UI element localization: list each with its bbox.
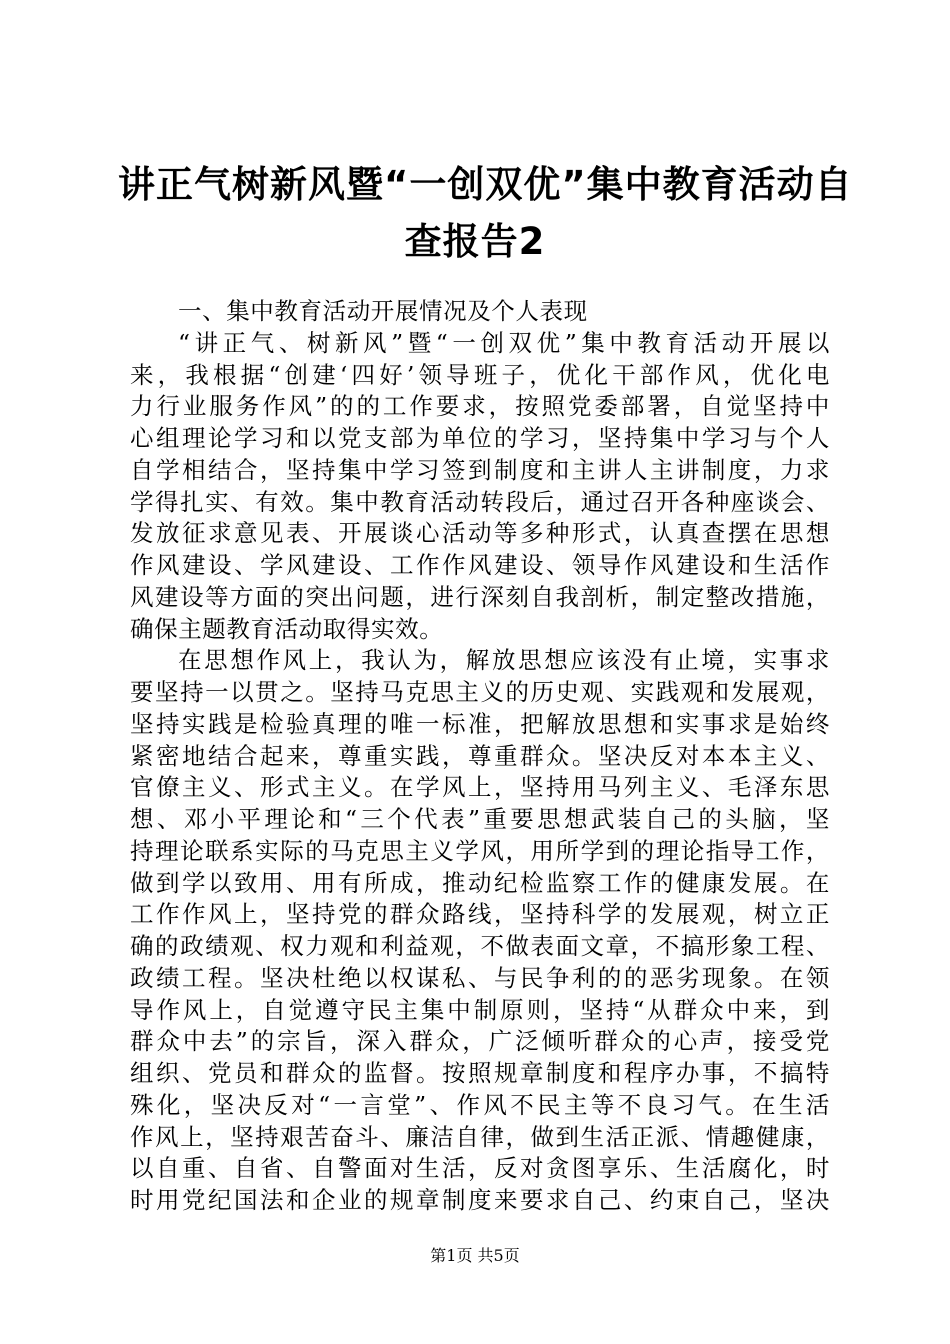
paragraph-line: 群众中去”的宗旨，深入群众，广泛倾听群众的心声，接受党	[130, 1027, 830, 1056]
paragraph-line: 确的政绩观、权力观和利益观，不做表面文章，不搞形象工程、	[130, 932, 830, 960]
section-heading: 一、集中教育活动开展情况及个人表现	[178, 297, 588, 325]
paragraph-line: 以自重、自省、自警面对生活，反对贪图享乐、生活腐化，时	[130, 1154, 830, 1183]
paragraph-line: 自学相结合，坚持集中学习签到制度和主讲人主讲制度，力求	[130, 455, 830, 484]
paragraph-line: 风建设等方面的突出问题，进行深刻自我剖析，制定整改措施，	[130, 582, 830, 611]
paragraph-line: 作风建设、学风建设、工作作风建设、领导作风建设和生活作	[130, 551, 830, 579]
paragraph-line: 紧密地结合起来，尊重实践，尊重群众。坚决反对本本主义、	[130, 741, 830, 770]
document-title	[118, 156, 853, 270]
paragraph-line: 发放征求意见表、开展谈心活动等多种形式，认真查摆在思想	[130, 519, 830, 548]
paragraph-line: 想、邓小平理论和“三个代表”重要思想武装自己的头脑，坚	[130, 805, 830, 833]
paragraph-line: 持理论联系实际的马克思主义学风，用所学到的理论指导工作，	[130, 836, 830, 865]
paragraph-line: 来，我根据“创建‘四好’领导班子，优化干部作风，优化电	[130, 360, 830, 389]
paragraph-line: 组织、党员和群众的监督。按照规章制度和程序办事，不搞特	[130, 1059, 830, 1087]
paragraph-line: 坚持实践是检验真理的唯一标准，把解放思想和实事求是始终	[130, 709, 830, 738]
paragraph-line: 学得扎实、有效。集中教育活动转段后，通过召开各种座谈会、	[130, 487, 830, 516]
paragraph-line: 导作风上，自觉遵守民主集中制原则，坚持“从群众中来，到	[130, 995, 830, 1024]
paragraph-line: 时用党纪国法和企业的规章制度来要求自己、约束自己，坚决	[130, 1186, 830, 1214]
paragraph-line: 确保主题教育活动取得实效。	[130, 614, 444, 643]
page-footer: 第1页 共5页	[430, 1246, 520, 1265]
paragraph-line: 心组理论学习和以党支部为单位的学习，坚持集中学习与个人	[130, 424, 830, 452]
paragraph-line: 工作作风上，坚持党的群众路线，坚持科学的发展观，树立正	[130, 900, 830, 929]
paragraph-line: 殊化，坚决反对“一言堂”、作风不民主等不良习气。在生活	[130, 1090, 830, 1119]
paragraph-line: “讲正气、树新风”暨“一创双优”集中教育活动开展以	[178, 328, 830, 357]
paragraph-line: 作风上，坚持艰苦奋斗、廉洁自律，做到生活正派、情趣健康，	[130, 1122, 830, 1151]
title-line: 查报告2	[404, 220, 546, 263]
title-line: 讲正气树新风暨“一创双优”集中教育活动自	[118, 163, 853, 206]
document-body	[130, 296, 830, 1217]
paragraph-line: 力行业服务作风”的的工作要求，按照党委部署，自觉坚持中	[130, 392, 830, 421]
paragraph-line: 要坚持一以贯之。坚持马克思主义的历史观、实践观和发展观，	[130, 678, 830, 706]
paragraph-line: 做到学以致用、用有所成，推动纪检监察工作的健康发展。在	[130, 868, 830, 897]
paragraph-line: 在思想作风上，我认为，解放思想应该没有止境，实事求	[178, 646, 830, 675]
paragraph-line: 政绩工程。坚决杜绝以权谋私、与民争利的的恶劣现象。在领	[130, 963, 830, 992]
paragraph-line: 官僚主义、形式主义。在学风上，坚持用马列主义、毛泽东思	[130, 773, 830, 802]
